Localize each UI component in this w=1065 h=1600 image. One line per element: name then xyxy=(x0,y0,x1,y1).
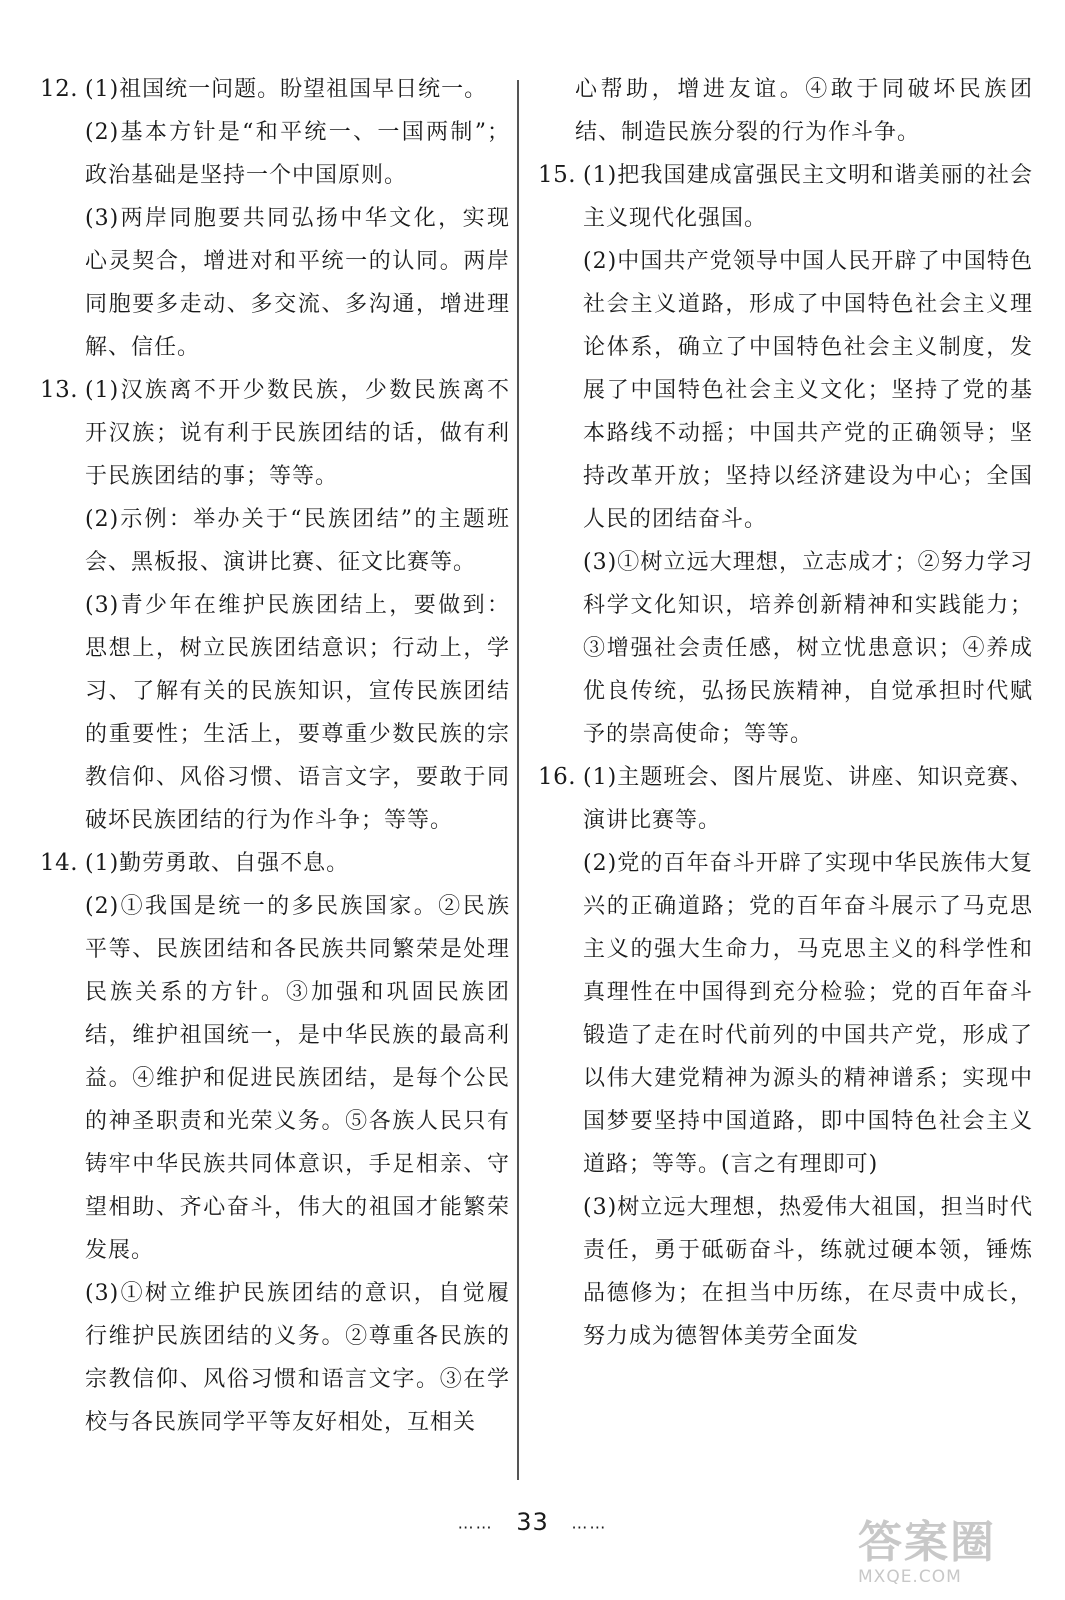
watermark xyxy=(858,1517,1028,1592)
answer-paragraph: (2)中国共产党领导中国人民开辟了中国特色社会主义道路，形成了中国特色社会主义理论体系，确立了中国特色社会主义制度，发展了中国特色社会主义文化；坚持了党的基本路线不动摇；中国共产党的正确领导；坚持改革开放；坚持以经济建设为中心；全国人民的团结奋斗。 xyxy=(583,249,1033,532)
answer-paragraph: (1)把我国建成富强民主文明和谐美丽的社会主义现代化强国。 xyxy=(583,163,1033,231)
answer-paragraph: (1)祖国统一问题。盼望祖国早日统一。 xyxy=(85,77,488,102)
question-entry xyxy=(538,154,1033,756)
left-column xyxy=(40,68,510,1444)
question-entry xyxy=(40,68,510,369)
watermark-logo: 答案圈 xyxy=(858,1517,996,1568)
question-number: 12. xyxy=(40,76,79,102)
answer-paragraph: (3)树立远大理想，热爱伟大祖国，担当时代责任，勇于砥砺奋斗，练就过硬本领，锤炼品德修为；在担当中历练，在尽责中成长，努力成为德智体美劳全面发 xyxy=(583,1195,1033,1349)
footer-dots-right: …… xyxy=(571,1513,608,1533)
question-entry xyxy=(538,756,1033,1358)
answer-paragraph: (2)基本方针是“和平统一、一国两制”；政治基础是坚持一个中国原则。 xyxy=(85,120,510,188)
question-number: 15. xyxy=(538,162,577,188)
answer-paragraph: 心帮助，增进友谊。④敢于同破坏民族团结、制造民族分裂的行为作斗争。 xyxy=(575,77,1033,145)
page-number: 33 xyxy=(516,1508,549,1536)
answer-paragraph: (2)①我国是统一的多民族国家。②民族平等、民族团结和各民族共同繁荣是处理民族关系的方针。③加强和巩固民族团结，维护祖国统一，是中华民族的最高利益。④维护和促进民族团结，是每个公民的神圣职责和光荣义务。⑤各族人民只有铸牢中华民族共同体意识，手足相亲、守望相助、齐心奋斗，伟大的祖国才能繁荣发展。 xyxy=(85,894,510,1263)
answer-paragraph: (2)党的百年奋斗开辟了实现中华民族伟大复兴的正确道路；党的百年奋斗展示了马克思主义的强大生命力，马克思主义的科学性和真理性在中国得到充分检验；党的百年奋斗锻造了走在时代前列的中国共产党，形成了以伟大建党精神为源头的精神谱系；实现中国梦要坚持中国道路，即中国特色社会主义道路；等等。(言之有理即可) xyxy=(583,851,1033,1177)
question-entry xyxy=(40,369,510,842)
right-column xyxy=(538,68,1033,1358)
answer-paragraph: (1)主题班会、图片展览、讲座、知识竞赛、演讲比赛等。 xyxy=(583,765,1033,833)
answer-paragraph: (3)青少年在维护民族团结上，要做到：思想上，树立民族团结意识；行动上，学习、了解有关的民族知识，宣传民族团结的重要性；生活上，要尊重少数民族的宗教信仰、风俗习惯、语言文字，要敢于同破坏民族团结的行为作斗争；等等。 xyxy=(85,593,510,833)
question-number: 13. xyxy=(40,377,79,403)
answer-paragraph: (3)①树立维护民族团结的意识，自觉履行维护民族团结的义务。②尊重各民族的宗教信仰、风俗习惯和语言文字。③在学校与各民族同学平等友好相处，互相关 xyxy=(85,1281,510,1435)
answer-paragraph: (1)汉族离不开少数民族，少数民族离不开汉族；说有利于民族团结的话，做有利于民族团结的事；等等。 xyxy=(85,378,510,489)
answer-paragraph: (1)勤劳勇敢、自强不息。 xyxy=(85,851,350,876)
answer-paragraph: (3)①树立远大理想，立志成才；②努力学习科学文化知识，培养创新精神和实践能力；③增强社会责任感，树立忧患意识；④养成优良传统，弘扬民族精神，自觉承担时代赋予的崇高使命；等等。 xyxy=(583,550,1033,747)
column-divider xyxy=(517,80,519,1480)
footer-dots-left: …… xyxy=(457,1513,494,1533)
answer-paragraph: (3)两岸同胞要共同弘扬中华文化，实现心灵契合，增进对和平统一的认同。两岸同胞要多走动、多交流、多沟通，增进理解、信任。 xyxy=(85,206,510,360)
question-number: 14. xyxy=(40,850,79,876)
question-entry xyxy=(40,842,510,1444)
watermark-url: MXQE.COM xyxy=(858,1567,962,1587)
question-entry xyxy=(538,68,1033,154)
question-number: 16. xyxy=(538,764,577,790)
answer-paragraph: (2)示例：举办关于“民族团结”的主题班会、黑板报、演讲比赛、征文比赛等。 xyxy=(85,507,510,575)
